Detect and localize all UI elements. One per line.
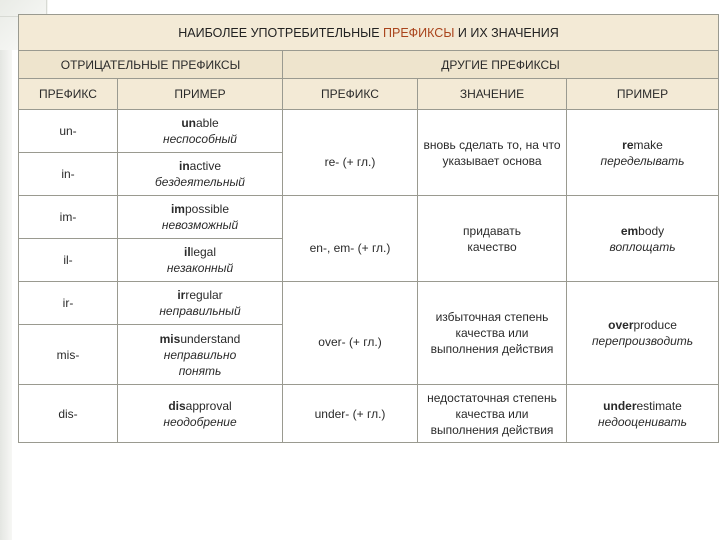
example-prefix: mis xyxy=(159,331,181,346)
example-en xyxy=(571,398,714,414)
example-stem: possible xyxy=(184,202,230,216)
neg-prefix: dis- xyxy=(19,385,118,443)
neg-prefix: il- xyxy=(19,239,118,282)
neg-example xyxy=(118,110,283,153)
example-stem: estimate xyxy=(636,398,682,413)
table-row xyxy=(19,385,719,443)
table-row xyxy=(19,282,719,325)
other-meaning: придавать качество xyxy=(418,196,567,282)
example-stem: legal xyxy=(190,245,217,259)
other-example xyxy=(567,385,719,443)
example-translation: недооценивать xyxy=(598,414,687,429)
example-prefix: in xyxy=(178,159,190,173)
example-prefix: un xyxy=(181,116,196,130)
col-oth-example: ПРИМЕР xyxy=(567,79,719,110)
example-stem: regular xyxy=(185,288,223,302)
neg-example xyxy=(118,325,283,385)
example-stem: make xyxy=(633,137,663,152)
other-example xyxy=(567,110,719,196)
other-prefix: en-, em- (+ гл.) xyxy=(283,196,418,282)
example-prefix: il xyxy=(183,245,191,259)
other-prefix: over- (+ гл.) xyxy=(283,282,418,385)
prefix-table xyxy=(18,14,719,443)
other-meaning: избыточная степень качества или выполнения действия xyxy=(418,282,567,385)
example-en xyxy=(122,115,278,131)
other-example xyxy=(567,282,719,385)
example-translation: неправильно понять xyxy=(163,347,237,378)
other-prefix: re- (+ гл.) xyxy=(283,110,418,196)
example-stem: able xyxy=(195,116,219,130)
group-negative: ОТРИЦАТЕЛЬНЫЕ ПРЕФИКСЫ xyxy=(19,51,283,79)
other-prefix: under- (+ гл.) xyxy=(283,385,418,443)
example-en xyxy=(571,137,714,153)
example-en xyxy=(571,317,714,333)
neg-example xyxy=(118,153,283,196)
neg-example xyxy=(118,385,283,443)
other-meaning: вновь сделать то, на что указывает основа xyxy=(418,110,567,196)
example-stem: approval xyxy=(185,398,232,413)
col-oth-prefix: ПРЕФИКС xyxy=(283,79,418,110)
example-translation: неспособный xyxy=(163,132,237,146)
example-prefix: re xyxy=(622,137,634,152)
example-translation: неодобрение xyxy=(163,414,237,429)
example-stem: active xyxy=(189,159,222,173)
example-en xyxy=(122,331,278,347)
example-en xyxy=(122,287,278,303)
neg-example xyxy=(118,196,283,239)
example-prefix: im xyxy=(170,202,185,216)
example-stem: produce xyxy=(633,318,677,332)
column-header-row xyxy=(19,79,719,110)
example-stem: body xyxy=(638,223,665,238)
slide-left-border xyxy=(0,0,12,540)
neg-prefix: mis- xyxy=(19,325,118,385)
example-prefix: ir xyxy=(177,288,186,302)
title-part-1: НАИБОЛЕЕ УПОТРЕБИТЕЛЬНЫЕ xyxy=(178,25,384,40)
col-oth-meaning: ЗНАЧЕНИЕ xyxy=(418,79,567,110)
neg-prefix: ir- xyxy=(19,282,118,325)
example-en xyxy=(122,158,278,174)
col-neg-example: ПРИМЕР xyxy=(118,79,283,110)
example-translation: бездеятельный xyxy=(155,175,245,189)
title-part-2: ПРЕФИКСЫ xyxy=(383,25,455,40)
example-en xyxy=(122,244,278,260)
col-neg-prefix: ПРЕФИКС xyxy=(19,79,118,110)
title-part-3: И ИХ ЗНАЧЕНИЯ xyxy=(454,25,559,40)
example-translation: переделывать xyxy=(600,153,685,168)
example-prefix: dis xyxy=(168,398,186,413)
group-header-row xyxy=(19,51,719,79)
example-translation: воплощать xyxy=(609,239,676,254)
example-prefix: em xyxy=(620,223,639,238)
table-row xyxy=(19,110,719,153)
table-row xyxy=(19,196,719,239)
group-other: ДРУГИЕ ПРЕФИКСЫ xyxy=(283,51,719,79)
table-title xyxy=(19,15,719,51)
example-translation: неправильный xyxy=(159,304,241,318)
example-prefix: under xyxy=(603,398,637,413)
example-en xyxy=(571,223,714,239)
example-stem: understand xyxy=(180,331,241,346)
neg-prefix: in- xyxy=(19,153,118,196)
example-prefix: over xyxy=(608,318,634,332)
example-en xyxy=(122,398,278,414)
example-translation: невозможный xyxy=(161,218,239,232)
neg-prefix: im- xyxy=(19,196,118,239)
title-row xyxy=(19,15,719,51)
other-meaning: недостаточная степень качества или выполнения действия xyxy=(418,385,567,443)
neg-prefix: un- xyxy=(19,110,118,153)
example-en xyxy=(122,201,278,217)
other-example xyxy=(567,196,719,282)
example-translation: незаконный xyxy=(166,261,234,275)
example-translation: перепроизводить xyxy=(591,334,694,348)
neg-example xyxy=(118,239,283,282)
neg-example xyxy=(118,282,283,325)
